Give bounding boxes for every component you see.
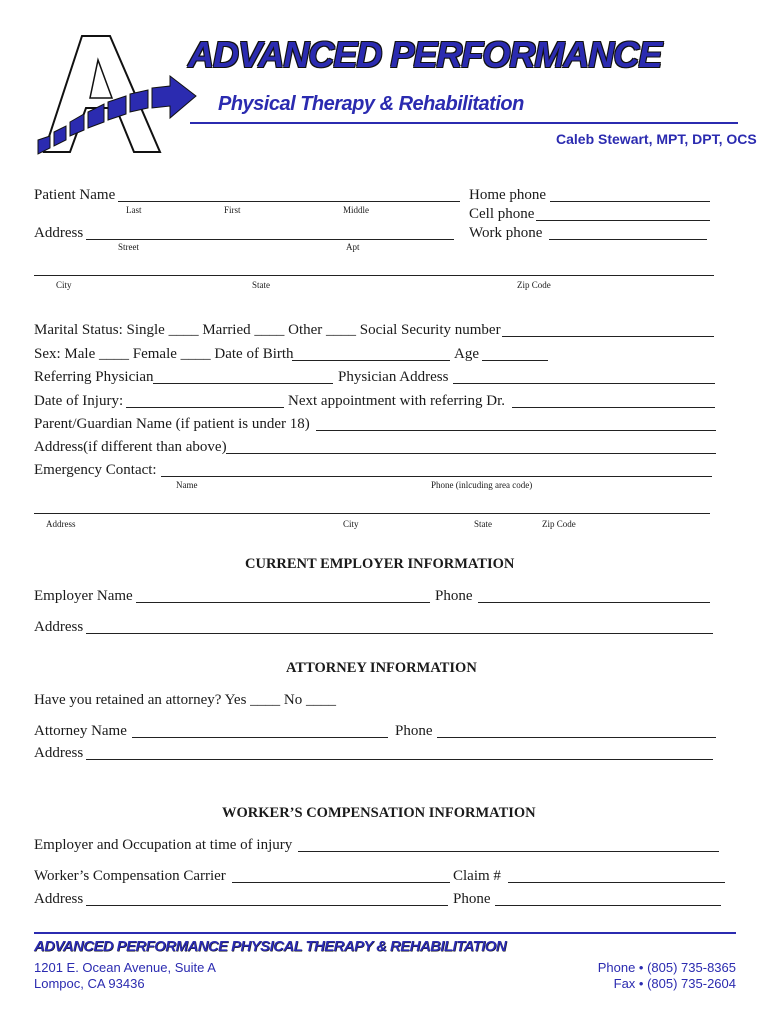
doctor-name: Caleb Stewart, MPT, DPT, OCS	[556, 131, 757, 147]
wc-address-label: Address	[34, 891, 84, 907]
footer-street: 1201 E. Ocean Avenue, Suite A	[34, 960, 216, 975]
referring-physician-field[interactable]	[153, 383, 333, 384]
header-rule	[190, 122, 738, 124]
employer-name-field[interactable]	[136, 602, 430, 603]
sub-street: Street	[118, 242, 139, 252]
sub-state: State	[252, 280, 270, 290]
injury-date-label: Date of Injury:	[34, 393, 124, 409]
attorney-retained-label: Have you retained an attorney? Yes ____ No ____	[34, 692, 337, 708]
sub-zip: Zip Code	[517, 280, 551, 290]
alt-address-field[interactable]	[226, 453, 716, 454]
footer-fax: Fax • (805) 735-2604	[613, 976, 736, 991]
logo-a-arrow-icon	[30, 30, 210, 158]
sub-middle: Middle	[343, 205, 369, 215]
wc-phone-label: Phone	[453, 891, 491, 907]
sub-apt: Apt	[346, 242, 360, 252]
emergency-contact-field[interactable]	[161, 476, 712, 477]
footer-phone: Phone • (805) 735-8365	[597, 960, 736, 975]
sub-first: First	[224, 205, 241, 215]
attorney-name-label: Attorney Name	[34, 723, 127, 739]
injury-date-field[interactable]	[126, 407, 284, 408]
physician-address-field[interactable]	[453, 383, 715, 384]
ssn-field[interactable]	[502, 336, 714, 337]
dob-field[interactable]	[292, 360, 450, 361]
employer-address-field[interactable]	[86, 633, 713, 634]
sub-name: Name	[176, 480, 198, 490]
cell-phone-field[interactable]	[536, 220, 710, 221]
wc-address-field[interactable]	[86, 905, 448, 906]
wc-phone-field[interactable]	[495, 905, 721, 906]
workers-comp-heading: WORKER’S COMPENSATION INFORMATION	[222, 805, 536, 821]
sub-city: City	[56, 280, 72, 290]
attorney-phone-field[interactable]	[437, 737, 716, 738]
emergency-contact-label: Emergency Contact:	[34, 462, 157, 478]
footer-city: Lompoc, CA 93436	[34, 976, 145, 991]
home-phone-field[interactable]	[550, 201, 710, 202]
home-phone-label: Home phone	[469, 187, 547, 203]
age-field[interactable]	[482, 360, 548, 361]
street-field[interactable]	[86, 239, 454, 240]
guardian-label: Parent/Guardian Name (if patient is under 18)	[34, 416, 310, 432]
sub-state-2: State	[474, 519, 492, 529]
sub-zip-2: Zip Code	[542, 519, 576, 529]
marital-status-label: Marital Status: Single ____ Married ____ Other ____ Social Security number	[34, 322, 501, 338]
employer-heading: CURRENT EMPLOYER INFORMATION	[245, 556, 515, 572]
sub-last: Last	[126, 205, 142, 215]
footer-rule	[34, 932, 736, 934]
sub-city-2: City	[343, 519, 359, 529]
occupation-field[interactable]	[298, 851, 719, 852]
attorney-name-field[interactable]	[132, 737, 388, 738]
attorney-address-label: Address	[34, 745, 84, 761]
next-appointment-field[interactable]	[512, 407, 715, 408]
sub-address: Address	[46, 519, 76, 529]
employer-phone-label: Phone	[435, 588, 473, 604]
claim-label: Claim #	[453, 868, 501, 884]
carrier-field[interactable]	[232, 882, 450, 883]
guardian-field[interactable]	[316, 430, 716, 431]
address-label: Address	[34, 225, 84, 241]
company-tagline: Physical Therapy & Rehabilitation	[218, 93, 524, 115]
occupation-label: Employer and Occupation at time of injury	[34, 837, 293, 853]
employer-phone-field[interactable]	[478, 602, 710, 603]
patient-name-label: Patient Name	[34, 187, 116, 203]
sex-dob-label: Sex: Male ____ Female ____ Date of Birth	[34, 346, 294, 362]
carrier-label: Worker’s Compensation Carrier	[34, 868, 226, 884]
referring-physician-label: Referring Physician	[34, 369, 154, 385]
age-label: Age	[454, 346, 479, 362]
next-appointment-label: Next appointment with referring Dr.	[288, 393, 506, 409]
sub-phone: Phone (inlcuding area code)	[431, 480, 533, 490]
employer-address-label: Address	[34, 619, 84, 635]
emergency-address-field[interactable]	[34, 513, 710, 514]
attorney-heading: ATTORNEY INFORMATION	[286, 660, 477, 676]
city-state-zip-field[interactable]	[34, 275, 714, 276]
work-phone-field[interactable]	[549, 239, 707, 240]
footer-company: ADVANCED PERFORMANCE PHYSICAL THERAPY & REHABILITATION	[34, 938, 507, 955]
work-phone-label: Work phone	[469, 225, 543, 241]
physician-address-label: Physician Address	[338, 369, 449, 385]
company-name: ADVANCED PERFORMANCE	[188, 34, 662, 75]
attorney-address-field[interactable]	[86, 759, 713, 760]
patient-name-field[interactable]	[118, 201, 460, 202]
employer-name-label: Employer Name	[34, 588, 133, 604]
alt-address-label: Address(if different than above)	[34, 439, 227, 455]
attorney-phone-label: Phone	[395, 723, 433, 739]
claim-field[interactable]	[508, 882, 725, 883]
cell-phone-label: Cell phone	[469, 206, 535, 222]
